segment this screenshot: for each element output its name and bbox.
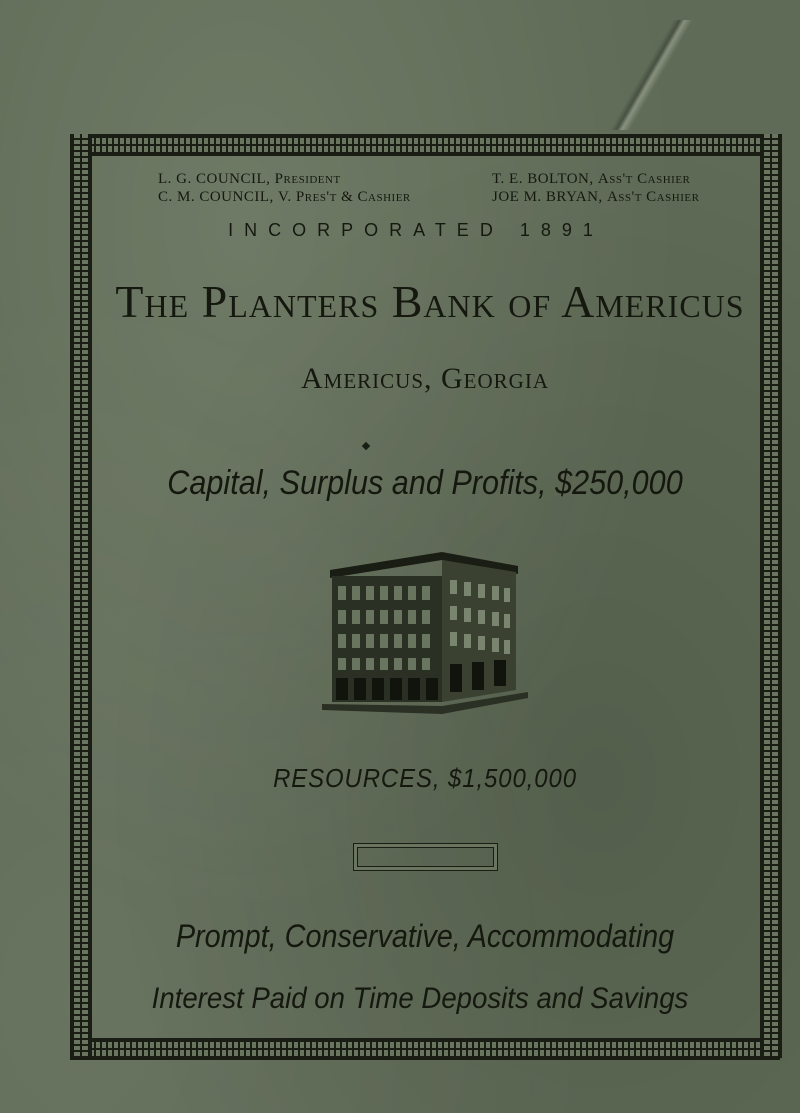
officer-title: V. Pres't & Cashier xyxy=(278,189,411,205)
bank-building-illustration xyxy=(322,540,528,720)
greek-key-border-top xyxy=(70,134,780,156)
officer-title: Ass't Cashier xyxy=(606,189,700,205)
officer-title: President xyxy=(274,171,341,187)
officer-name: T. E. BOLTON, xyxy=(492,171,594,187)
resources-statement: RESOURCES, $1,500,000 xyxy=(273,763,577,793)
officer-vice-president xyxy=(158,188,411,206)
bank-motto: Prompt, Conservative, Accommodating xyxy=(175,918,675,954)
capital-statement: Capital, Surplus and Profits, $250,000 xyxy=(167,464,683,502)
city-subtitle: Americus, Georgia xyxy=(300,362,549,395)
officer-title: Ass't Cashier xyxy=(597,171,691,187)
incorporated-line: INCORPORATED 1891 xyxy=(228,220,604,240)
officer-name: JOE M. BRYAN, xyxy=(492,189,603,205)
bank-name-title: The Planters Bank of Americus xyxy=(115,276,745,327)
officer-name: C. M. COUNCIL, xyxy=(158,189,274,205)
greek-key-border-bottom xyxy=(70,1038,780,1060)
diamond-ornament-icon xyxy=(362,442,370,450)
interest-statement: Interest Paid on Time Deposits and Savings xyxy=(151,982,689,1015)
officer-assistant-cashier xyxy=(492,188,699,206)
blank-name-plate xyxy=(353,843,498,871)
officer-assistant-cashier xyxy=(492,170,699,188)
paper-crease xyxy=(600,20,700,130)
officers-right xyxy=(492,170,699,206)
officer-president xyxy=(158,170,411,188)
officer-name: L. G. COUNCIL, xyxy=(158,171,271,187)
officers-left xyxy=(158,170,411,206)
